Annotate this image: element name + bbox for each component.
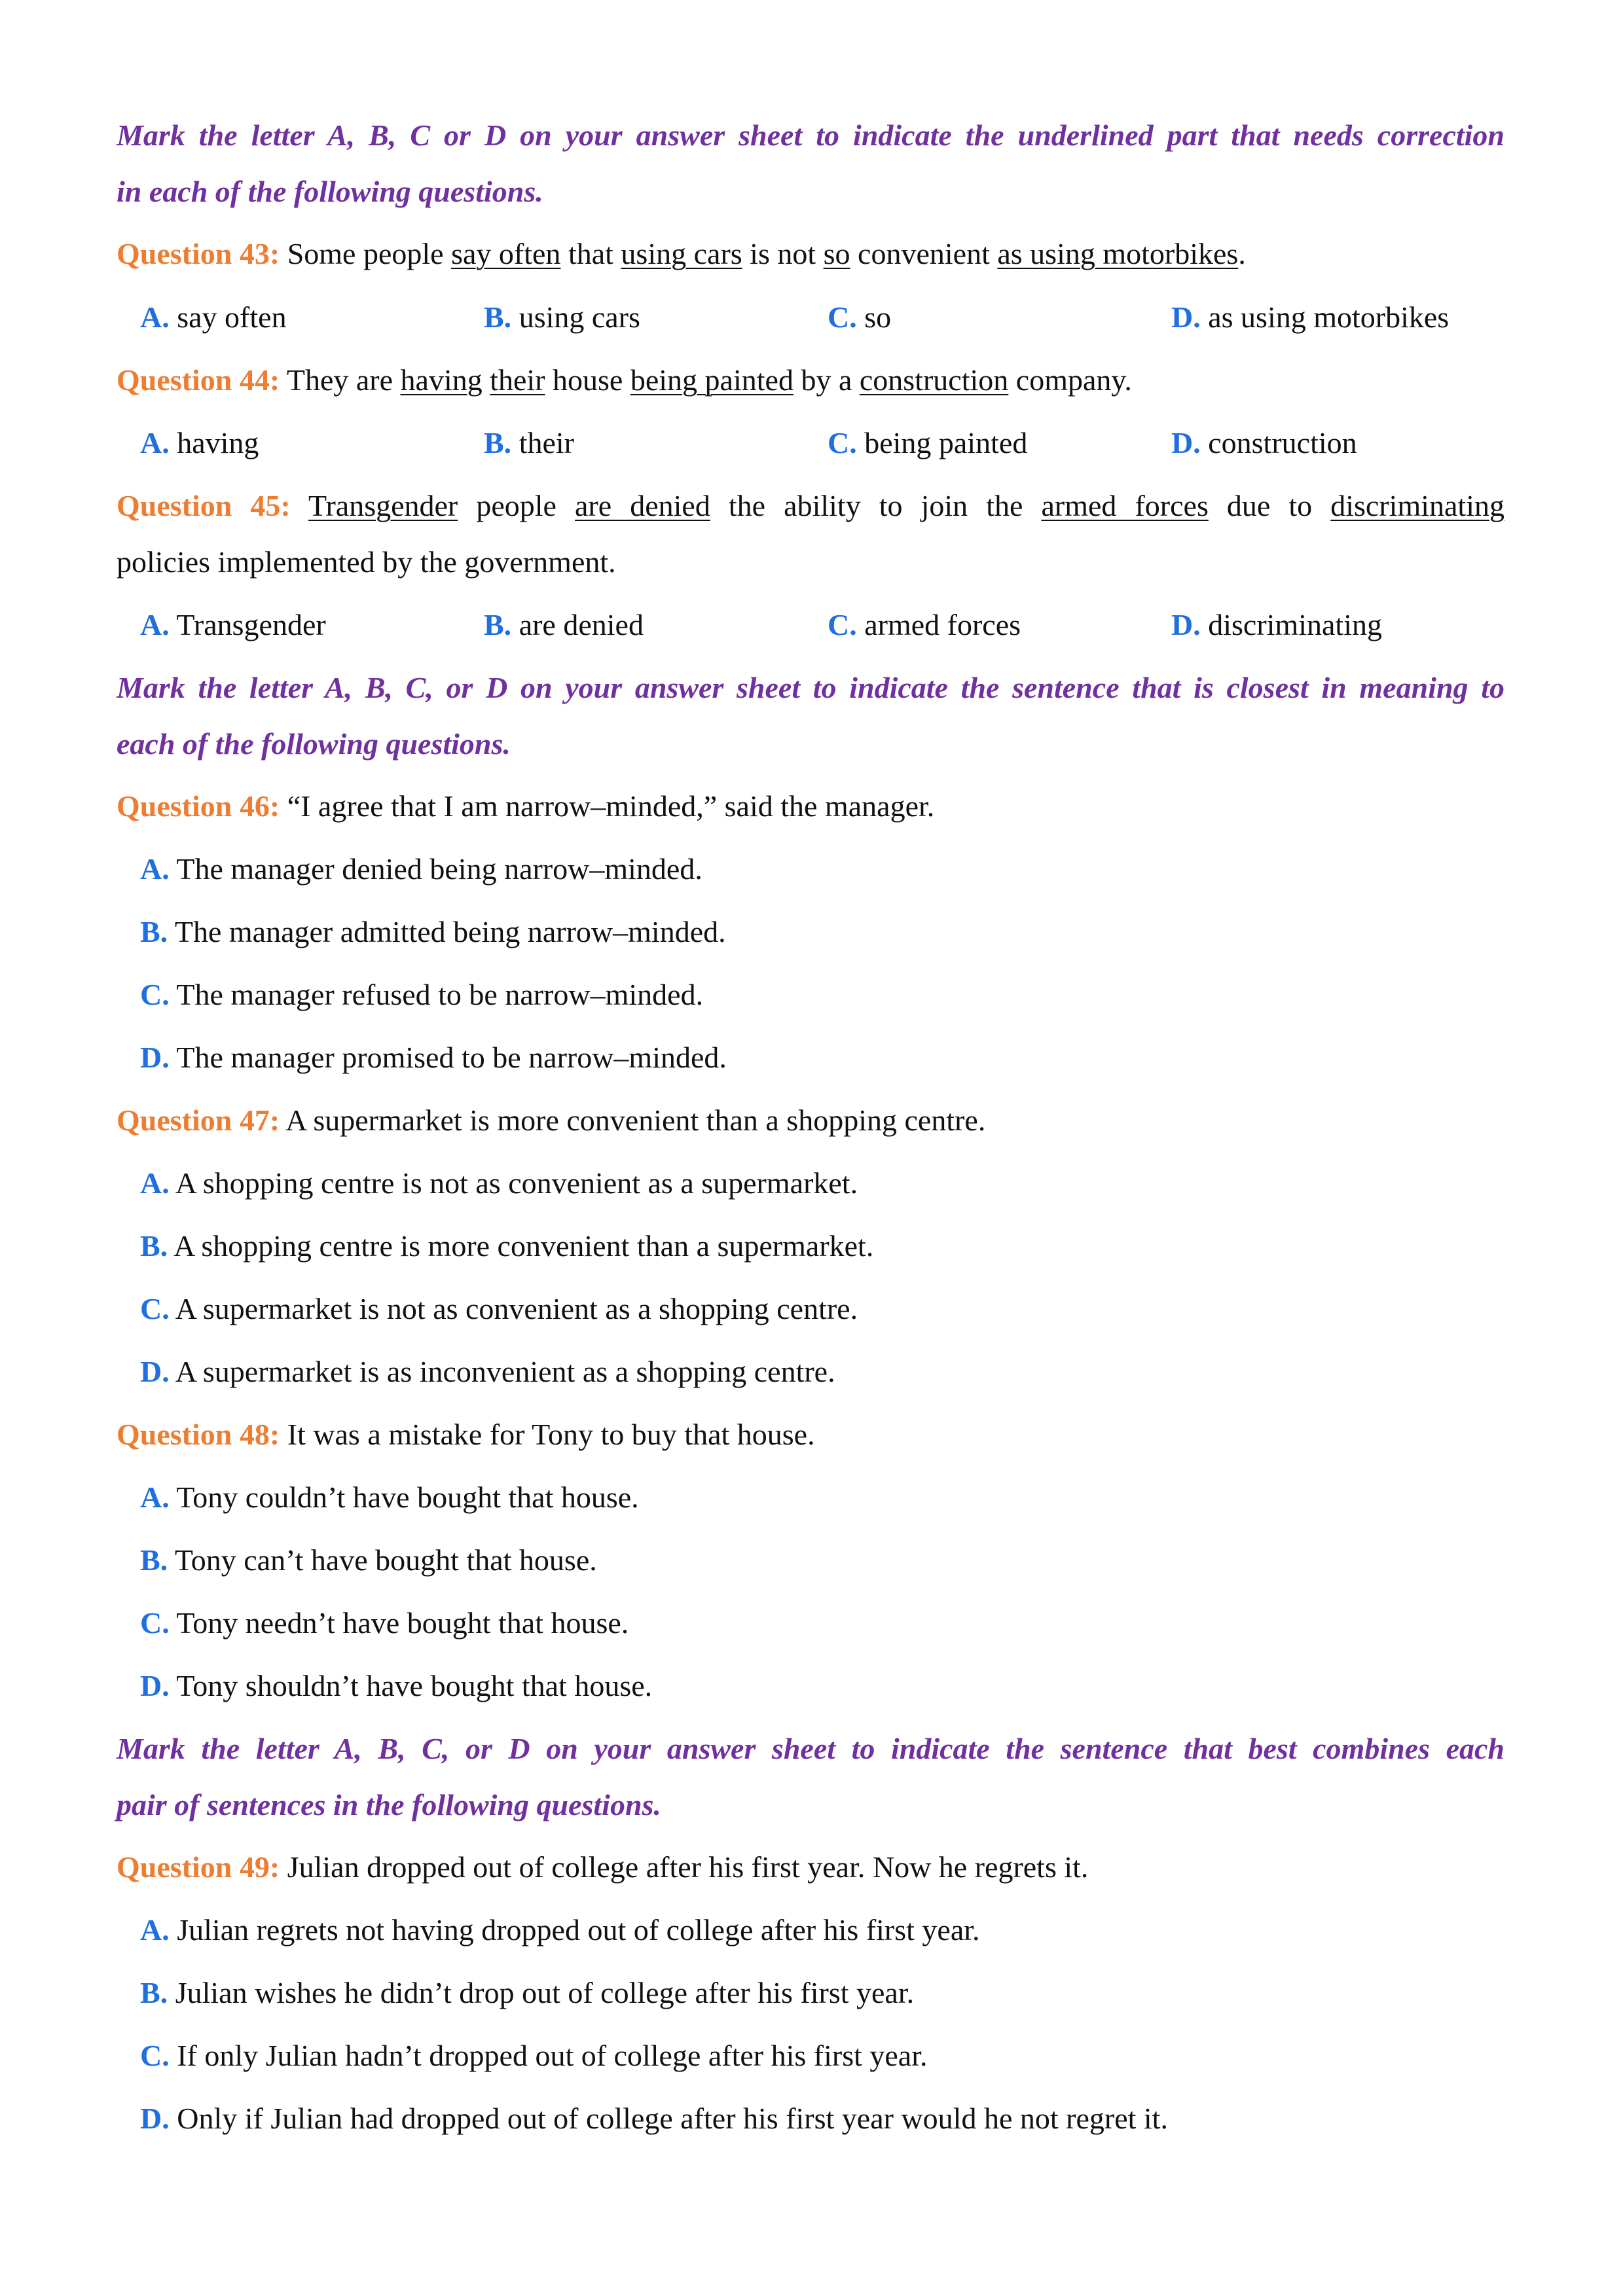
- question-48: [117, 1415, 815, 1454]
- q47-option-b-letter: B.: [140, 1229, 168, 1263]
- q48-option-c[interactable]: [140, 1604, 629, 1643]
- q48-option-d[interactable]: [140, 1666, 652, 1706]
- q44-option-b-letter: B.: [484, 426, 512, 459]
- q49-option-a-letter: A.: [140, 1913, 170, 1946]
- q48-option-c-letter: C.: [140, 1606, 170, 1640]
- section1-instruction-line2: in each of the following questions.: [117, 175, 543, 208]
- q43-option-c[interactable]: [828, 298, 891, 337]
- q47-option-b-text: A shopping centre is more convenient than a supermarket.: [168, 1229, 874, 1263]
- q44-option-a-text: having: [169, 426, 259, 459]
- q43-option-c-text: so: [856, 300, 892, 334]
- q43-underlined-c: so: [823, 237, 850, 270]
- q43-option-b-text: using cars: [511, 300, 640, 334]
- q44-option-b-text: their: [511, 426, 574, 459]
- question-43-label: Question 43:: [117, 237, 280, 270]
- q46-option-a[interactable]: [140, 850, 702, 889]
- q44-option-c-text: being painted: [856, 426, 1028, 459]
- q44-option-d-letter: D.: [1171, 426, 1201, 459]
- question-45-options: [140, 605, 1515, 645]
- q47-option-d-text: A supermarket is as inconvenient as a shopping centre.: [169, 1355, 835, 1388]
- q49-option-d-letter: D.: [140, 2102, 170, 2135]
- q47-option-c[interactable]: [140, 1289, 858, 1329]
- q43-underlined-b: using cars: [621, 237, 742, 270]
- q48-option-b-letter: B.: [140, 1543, 168, 1577]
- q44-option-d[interactable]: [1171, 423, 1357, 463]
- question-46: [117, 787, 934, 826]
- question-45: [117, 486, 1504, 526]
- q48-option-c-text: Tony needn’t have bought that house.: [169, 1606, 629, 1640]
- q49-option-c-letter: C.: [140, 2039, 170, 2072]
- q46-option-c-text: The manager refused to be narrow–minded.: [169, 978, 704, 1011]
- question-49: [117, 1848, 1088, 1887]
- q44-text-2: [483, 363, 490, 397]
- q43-underlined-a: say often: [451, 237, 561, 270]
- q45-underlined-c: armed forces: [1041, 489, 1209, 522]
- q45-option-c-text: armed forces: [856, 608, 1021, 641]
- q43-text-2: that: [560, 237, 621, 270]
- section3-instruction-line2: pair of sentences in the following questions.: [117, 1788, 661, 1821]
- q48-option-a-letter: A.: [140, 1480, 170, 1514]
- q45-option-d-letter: D.: [1171, 608, 1201, 641]
- q49-option-b[interactable]: [140, 1973, 914, 2013]
- section1-instruction-line1: Mark the letter A, B, C or D on your answer sheet to indicate the underlined part that needs correction: [117, 118, 1504, 152]
- q45-text-3: due to: [1208, 489, 1331, 522]
- q45-text-2: the ability to join the: [710, 489, 1042, 522]
- q46-option-a-letter: A.: [140, 852, 170, 886]
- q43-option-d-text: as using motorbikes: [1200, 300, 1450, 334]
- q46-option-a-text: The manager denied being narrow–minded.: [169, 852, 702, 886]
- q48-text: It was a mistake for Tony to buy that house.: [280, 1418, 815, 1451]
- q49-option-a[interactable]: [140, 1910, 980, 1950]
- q44-option-a[interactable]: [140, 423, 259, 463]
- section3-instruction-line1: Mark the letter A, B, C, or D on your answer sheet to indicate the sentence that best combines each: [117, 1732, 1504, 1765]
- q43-option-a-letter: A.: [140, 300, 170, 334]
- q45-option-a[interactable]: [140, 605, 326, 645]
- q43-option-d-letter: D.: [1171, 300, 1201, 334]
- q46-option-c-letter: C.: [140, 978, 170, 1011]
- q46-option-c[interactable]: [140, 975, 703, 1014]
- q49-option-d-text: Only if Julian had dropped out of college after his first year would he not regret it.: [169, 2102, 1168, 2135]
- q49-option-a-text: Julian regrets not having dropped out of college after his first year.: [169, 1913, 980, 1946]
- q49-option-c-text: If only Julian hadn’t dropped out of college after his first year.: [169, 2039, 928, 2072]
- question-45-label: Question 45:: [117, 489, 291, 522]
- q44-option-b[interactable]: [484, 423, 574, 463]
- q45-option-b-letter: B.: [484, 608, 512, 641]
- q45-option-c-letter: C.: [828, 608, 857, 641]
- question-44-label: Question 44:: [117, 363, 280, 397]
- q44-option-a-letter: A.: [140, 426, 170, 459]
- q47-option-a-letter: A.: [140, 1166, 170, 1200]
- question-44-options: [140, 423, 1515, 463]
- q44-option-c[interactable]: [828, 423, 1027, 463]
- q44-option-c-letter: C.: [828, 426, 857, 459]
- q48-option-a-text: Tony couldn’t have bought that house.: [169, 1480, 639, 1514]
- q45-option-b[interactable]: [484, 605, 644, 645]
- q43-option-d[interactable]: [1171, 298, 1449, 337]
- q43-option-a-text: say often: [169, 300, 287, 334]
- q47-option-c-letter: C.: [140, 1292, 170, 1325]
- q45-text-1: people: [458, 489, 575, 522]
- q45-option-a-letter: A.: [140, 608, 170, 641]
- q45-option-d[interactable]: [1171, 605, 1382, 645]
- q43-underlined-d: as using motorbikes: [997, 237, 1239, 270]
- q45-option-d-text: discriminating: [1200, 608, 1382, 641]
- q44-underlined-c: being painted: [630, 363, 793, 397]
- q45-underlined-b: are denied: [575, 489, 710, 522]
- section2-instruction-line1: Mark the letter A, B, C, or D on your answer sheet to indicate the sentence that is closest in meaning to: [117, 671, 1504, 704]
- q45-option-a-text: Transgender: [169, 608, 326, 641]
- q43-text-4: convenient: [850, 237, 998, 270]
- question-43: [117, 234, 1246, 274]
- q46-option-b-text: The manager admitted being narrow–minded.: [168, 915, 726, 948]
- q45-underlined-a: Transgender: [308, 489, 458, 522]
- q45-option-b-text: are denied: [511, 608, 644, 641]
- question-49-label: Question 49:: [117, 1850, 280, 1884]
- q43-option-a[interactable]: [140, 298, 287, 337]
- q44-text-1: They are: [280, 363, 401, 397]
- q43-text-5: .: [1238, 237, 1246, 270]
- q48-option-a[interactable]: [140, 1478, 639, 1517]
- q47-option-d[interactable]: [140, 1352, 835, 1391]
- question-47: [117, 1101, 985, 1140]
- q43-option-b-letter: B.: [484, 300, 512, 334]
- question-48-label: Question 48:: [117, 1418, 280, 1451]
- section2-instruction-line2: each of the following questions.: [117, 727, 511, 761]
- question-44: [117, 361, 1132, 400]
- q49-option-d[interactable]: [140, 2099, 1168, 2138]
- q47-option-b[interactable]: [140, 1227, 873, 1266]
- q49-option-c[interactable]: [140, 2036, 928, 2075]
- q49-option-b-text: Julian wishes he didn’t drop out of college after his first year.: [168, 1976, 915, 2009]
- q47-option-c-text: A supermarket is not as convenient as a shopping centre.: [169, 1292, 858, 1325]
- q48-option-d-letter: D.: [140, 1669, 170, 1702]
- q46-option-d-text: The manager promised to be narrow–minded.: [169, 1041, 727, 1074]
- question-46-label: Question 46:: [117, 789, 280, 823]
- q43-option-b[interactable]: [484, 298, 640, 337]
- question-43-options: [140, 298, 1515, 337]
- q48-option-b-text: Tony can’t have bought that house.: [168, 1543, 597, 1577]
- q46-option-d[interactable]: [140, 1038, 727, 1077]
- q47-option-d-letter: D.: [140, 1355, 170, 1388]
- question-47-label: Question 47:: [117, 1103, 280, 1137]
- q44-text-4: by a: [793, 363, 860, 397]
- q44-text-3: house: [545, 363, 630, 397]
- q47-option-a-text: A shopping centre is not as convenient as a supermarket.: [169, 1166, 858, 1200]
- q43-option-c-letter: C.: [828, 300, 857, 334]
- q44-underlined-a: having: [400, 363, 483, 397]
- q44-underlined-b: their: [490, 363, 545, 397]
- q46-option-b[interactable]: [140, 912, 726, 952]
- q44-text-5: company.: [1008, 363, 1132, 397]
- q45-option-c[interactable]: [828, 605, 1021, 645]
- q45-underlined-d: discriminating: [1330, 489, 1504, 522]
- q46-option-b-letter: B.: [140, 915, 168, 948]
- q48-option-d-text: Tony shouldn’t have bought that house.: [169, 1669, 653, 1702]
- q49-text: Julian dropped out of college after his first year. Now he regrets it.: [280, 1850, 1089, 1884]
- q44-underlined-d: construction: [859, 363, 1009, 397]
- q48-option-b[interactable]: [140, 1541, 597, 1580]
- q46-option-d-letter: D.: [140, 1041, 170, 1074]
- q46-text: “I agree that I am narrow–minded,” said the manager.: [280, 789, 935, 823]
- question-45-line2: policies implemented by the government.: [117, 545, 616, 579]
- q47-text: A supermarket is more convenient than a shopping centre.: [280, 1103, 986, 1137]
- q43-text-1: Some people: [280, 237, 452, 270]
- q47-option-a[interactable]: [140, 1164, 858, 1203]
- q49-option-b-letter: B.: [140, 1976, 168, 2009]
- q44-option-d-text: construction: [1200, 426, 1357, 459]
- q43-text-3: is not: [742, 237, 824, 270]
